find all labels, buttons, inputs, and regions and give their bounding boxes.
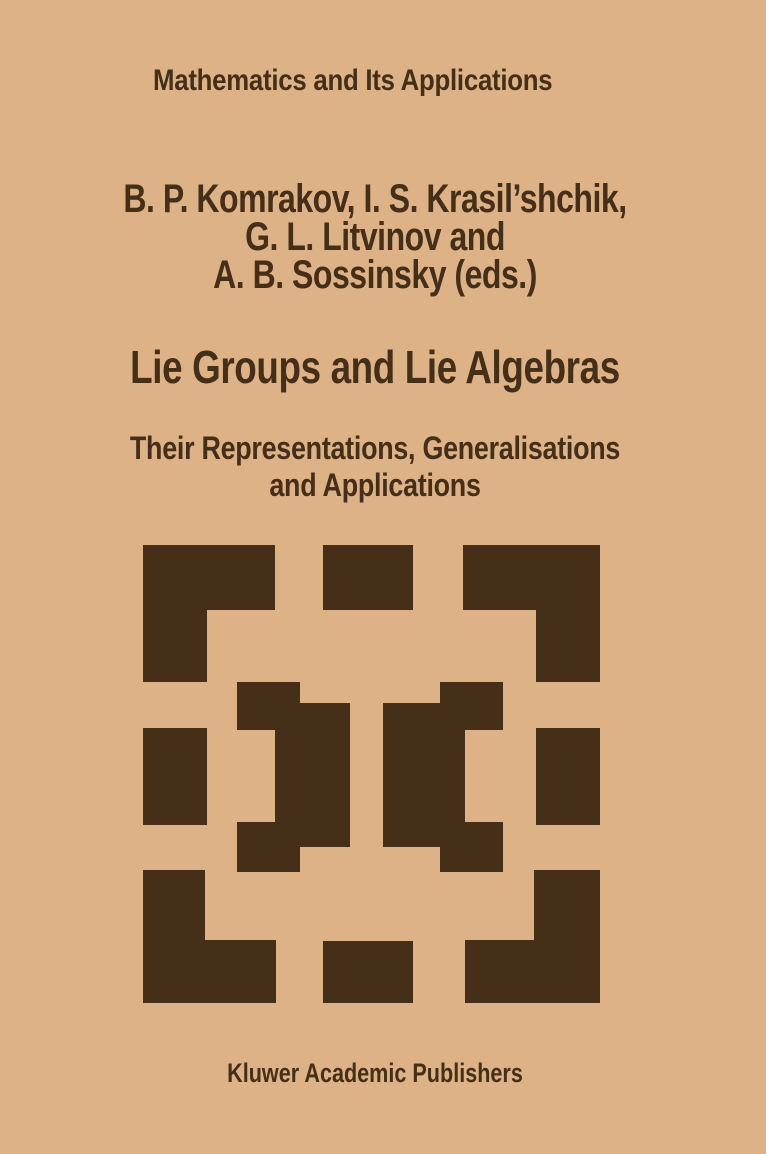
book-subtitle xyxy=(60,430,690,504)
logo-shape xyxy=(143,728,207,825)
logo-shape xyxy=(323,545,413,610)
author-line-2: G. L. Litvinov and xyxy=(245,215,505,259)
series-title: Mathematics and Its Applications xyxy=(153,64,553,97)
logo-shape xyxy=(143,940,276,1003)
subtitle-line-2: and Applications xyxy=(269,467,481,503)
logo-shape xyxy=(143,545,207,682)
logo-shape xyxy=(536,545,600,682)
author-line-1: B. P. Komrakov, I. S. Krasil’shchik, xyxy=(123,177,627,221)
logo-shape xyxy=(323,941,413,1003)
logo-shape xyxy=(534,870,600,1003)
author-line-3: A. B. Sossinsky (eds.) xyxy=(213,253,537,297)
subtitle-line-1: Their Representations, Generalisations xyxy=(129,430,621,466)
logo-shape xyxy=(237,682,350,872)
authors-block xyxy=(75,177,675,297)
logo-shape xyxy=(383,682,503,872)
logo-shape xyxy=(536,728,600,825)
book-title: Lie Groups and Lie Algebras xyxy=(130,341,620,393)
publisher-name: Kluwer Academic Publishers xyxy=(227,1058,523,1088)
kluwer-geometric-logo-icon xyxy=(143,545,600,1003)
